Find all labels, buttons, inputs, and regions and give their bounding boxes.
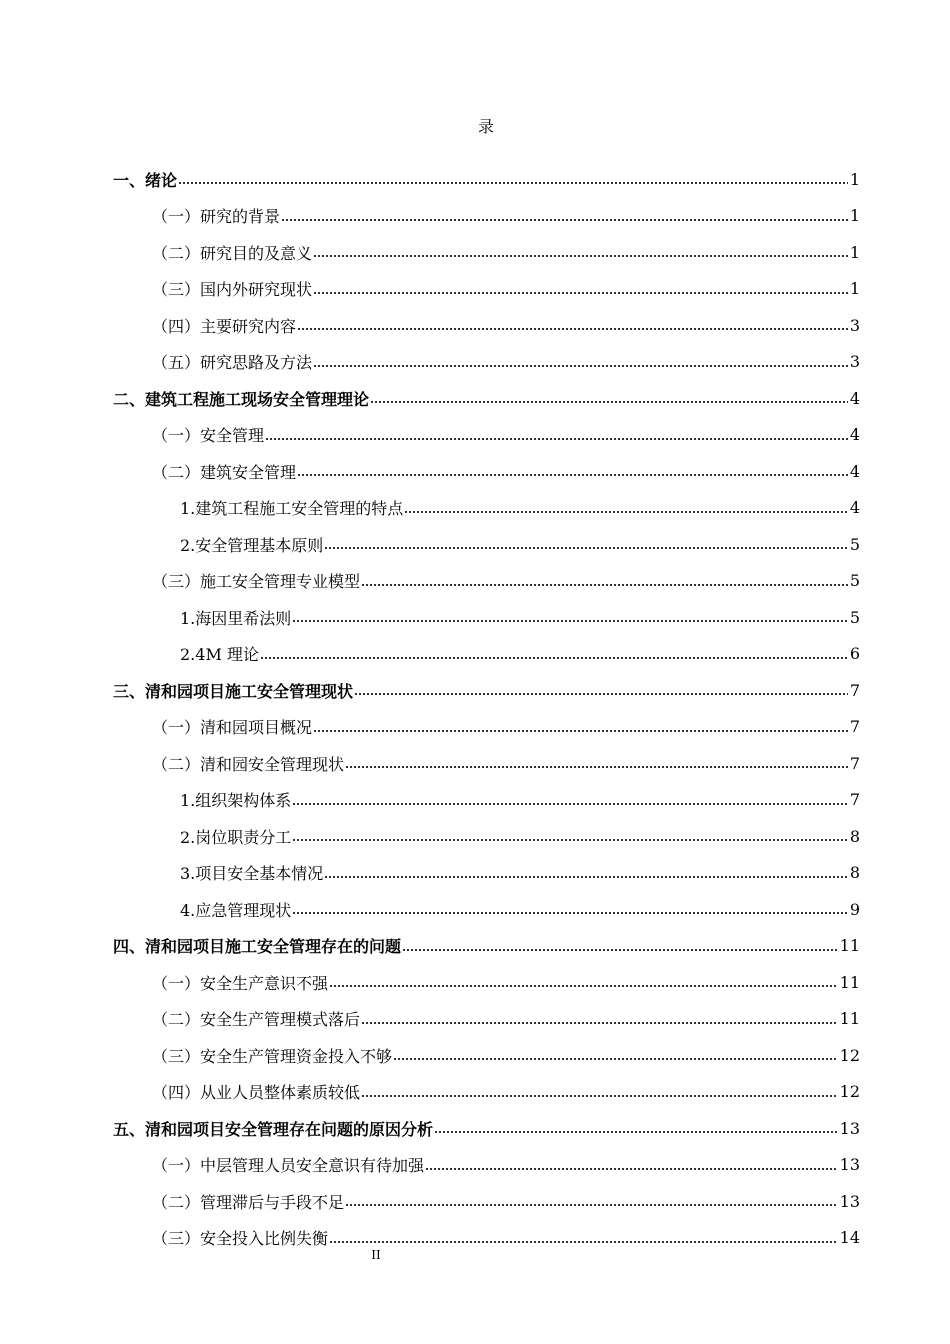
toc-dot-leader: [361, 1095, 838, 1097]
toc-entry-label: 五、清和园项目安全管理存在问题的原因分析: [113, 1119, 434, 1139]
toc-entry-page-number: 7: [849, 717, 860, 737]
toc-entry-page-number: 13: [839, 1118, 860, 1138]
toc-entry[interactable]: [0, 928, 950, 965]
toc-entry-label: （三）安全生产管理资金投入不够: [152, 1046, 393, 1066]
toc-dot-leader: [402, 949, 838, 951]
toc-entry-page-number: 12: [839, 1082, 860, 1102]
toc-dot-leader: [292, 803, 848, 805]
toc-entry-label: （二）研究目的及意义: [152, 243, 313, 263]
toc-entry-page-number: 11: [839, 936, 860, 956]
toc-entry[interactable]: [0, 1220, 950, 1257]
toc-entry-label: 2.安全管理基本原则: [180, 535, 324, 555]
toc-entry-page-number: 4: [849, 461, 860, 481]
toc-entry[interactable]: [0, 1037, 950, 1074]
toc-entry-label: （二）清和园安全管理现状: [152, 754, 345, 774]
toc-dot-leader: [324, 876, 848, 878]
toc-title: 录: [477, 117, 494, 136]
toc-entry-label: （二）管理滞后与手段不足: [152, 1192, 345, 1212]
toc-dot-leader: [297, 474, 848, 476]
toc-dot-leader: [434, 1131, 838, 1133]
toc-dot-leader: [329, 1241, 838, 1243]
toc-dot-leader: [292, 620, 848, 622]
toc-entry-label: （一）中层管理人员安全意识有待加强: [152, 1156, 425, 1176]
toc-entry-label: （五）研究思路及方法: [152, 353, 313, 373]
toc-entry-label: （一）清和园项目概况: [152, 718, 313, 738]
toc-entry[interactable]: [0, 1110, 950, 1147]
toc-entry-page-number: 12: [839, 1045, 860, 1065]
toc-entry-page-number: 7: [849, 753, 860, 773]
toc-entry[interactable]: [0, 1001, 950, 1038]
toc-entry-label: 1.组织架构体系: [180, 791, 292, 811]
toc-dot-leader: [354, 693, 848, 695]
toc-entry[interactable]: [0, 964, 950, 1001]
toc-entry-page-number: 11: [839, 1009, 860, 1029]
toc-dot-leader: [265, 438, 848, 440]
toc-entry[interactable]: [0, 1147, 950, 1184]
toc-entry[interactable]: [0, 891, 950, 928]
toc-dot-leader: [361, 584, 848, 586]
toc-entry[interactable]: [0, 161, 950, 198]
toc-dot-leader: [313, 255, 848, 257]
toc-entry[interactable]: [0, 745, 950, 782]
toc-dot-leader: [260, 657, 848, 659]
toc-entry[interactable]: [0, 563, 950, 600]
toc-entry-page-number: 7: [849, 790, 860, 810]
toc-entry-page-number: 3: [849, 352, 860, 372]
toc-entry-page-number: 8: [849, 826, 860, 846]
toc-dot-leader: [313, 365, 848, 367]
toc-entry-label: 2.岗位职责分工: [180, 827, 292, 847]
toc-entry-label: 1.海因里希法则: [180, 608, 292, 628]
toc-entry[interactable]: [0, 782, 950, 819]
toc-entry[interactable]: [0, 417, 950, 454]
toc-dot-leader: [292, 912, 848, 914]
toc-dot-leader: [393, 1058, 838, 1060]
toc-entry[interactable]: [0, 234, 950, 271]
toc-dot-leader: [329, 985, 838, 987]
toc-entry[interactable]: [0, 490, 950, 527]
toc-dot-leader: [345, 766, 848, 768]
toc-entry-label: 2.4M 理论: [180, 645, 259, 665]
toc-entry[interactable]: [0, 344, 950, 381]
toc-dot-leader: [425, 1168, 838, 1170]
toc-entry[interactable]: [0, 599, 950, 636]
toc-entry-page-number: 3: [849, 315, 860, 335]
toc-entry-label: （二）安全生产管理模式落后: [152, 1010, 361, 1030]
toc-entry[interactable]: [0, 453, 950, 490]
toc-entry[interactable]: [0, 198, 950, 235]
toc-entry-label: 三、清和园项目施工安全管理现状: [113, 681, 354, 701]
toc-dot-leader: [297, 328, 848, 330]
toc-entry-page-number: 5: [849, 607, 860, 627]
toc-dot-leader: [281, 219, 848, 221]
toc-entry-page-number: 11: [839, 972, 860, 992]
toc-dot-leader: [345, 1204, 838, 1206]
toc-entry-page-number: 4: [849, 388, 860, 408]
toc-dot-leader: [324, 547, 848, 549]
toc-entry-label: 4.应急管理现状: [180, 900, 292, 920]
toc-entry-page-number: 13: [839, 1191, 860, 1211]
toc-entry-label: 四、清和园项目施工安全管理存在的问题: [113, 937, 402, 957]
toc-entry-page-number: 4: [849, 425, 860, 445]
toc-entry[interactable]: [0, 855, 950, 892]
toc-entry[interactable]: [0, 380, 950, 417]
toc-entry[interactable]: [0, 818, 950, 855]
toc-dot-leader: [370, 401, 848, 403]
toc-entry-label: （一）研究的背景: [152, 207, 281, 227]
toc-entry-page-number: 14: [839, 1228, 860, 1248]
toc-entry[interactable]: [0, 1183, 950, 1220]
toc-dot-leader: [313, 292, 848, 294]
page-footer-number: II: [371, 1248, 381, 1262]
toc-entry-label: 一、绪论: [113, 170, 178, 190]
toc-entry[interactable]: [0, 636, 950, 673]
toc-entry-label: （三）安全投入比例失衡: [152, 1229, 329, 1249]
toc-entry-page-number: 7: [849, 680, 860, 700]
toc-entry-label: （一）安全管理: [152, 426, 265, 446]
toc-entry-page-number: 5: [849, 534, 860, 554]
toc-dot-leader: [292, 839, 848, 841]
toc-entry-label: （三）施工安全管理专业模型: [152, 572, 361, 592]
toc-entry-page-number: 1: [849, 279, 860, 299]
toc-entry-page-number: 1: [849, 169, 860, 189]
toc-entry[interactable]: [0, 709, 950, 746]
toc-entry-page-number: 4: [849, 498, 860, 518]
toc-entry-label: 3.项目安全基本情况: [180, 864, 324, 884]
toc-dot-leader: [361, 1022, 838, 1024]
toc-entry[interactable]: [0, 307, 950, 344]
toc-entry[interactable]: [0, 672, 950, 709]
toc-entry-page-number: 1: [849, 206, 860, 226]
table-of-contents: [0, 161, 950, 1256]
toc-entry-label: （三）国内外研究现状: [152, 280, 313, 300]
toc-entry-label: 二、建筑工程施工现场安全管理理论: [113, 389, 370, 409]
toc-entry-label: （四）从业人员整体素质较低: [152, 1083, 361, 1103]
toc-entry-page-number: 1: [849, 242, 860, 262]
toc-entry-label: （四）主要研究内容: [152, 316, 297, 336]
toc-entry[interactable]: [0, 526, 950, 563]
toc-entry-page-number: 8: [849, 863, 860, 883]
toc-entry[interactable]: [0, 271, 950, 308]
toc-entry[interactable]: [0, 1074, 950, 1111]
toc-entry-page-number: 5: [849, 571, 860, 591]
toc-dot-leader: [178, 182, 848, 184]
toc-entry-page-number: 13: [839, 1155, 860, 1175]
toc-entry-label: （一）安全生产意识不强: [152, 973, 329, 993]
toc-entry-label: 1.建筑工程施工安全管理的特点: [180, 499, 404, 519]
toc-dot-leader: [404, 511, 848, 513]
toc-entry-page-number: 6: [849, 644, 860, 664]
toc-entry-page-number: 9: [849, 899, 860, 919]
toc-entry-label: （二）建筑安全管理: [152, 462, 297, 482]
toc-dot-leader: [313, 730, 848, 732]
